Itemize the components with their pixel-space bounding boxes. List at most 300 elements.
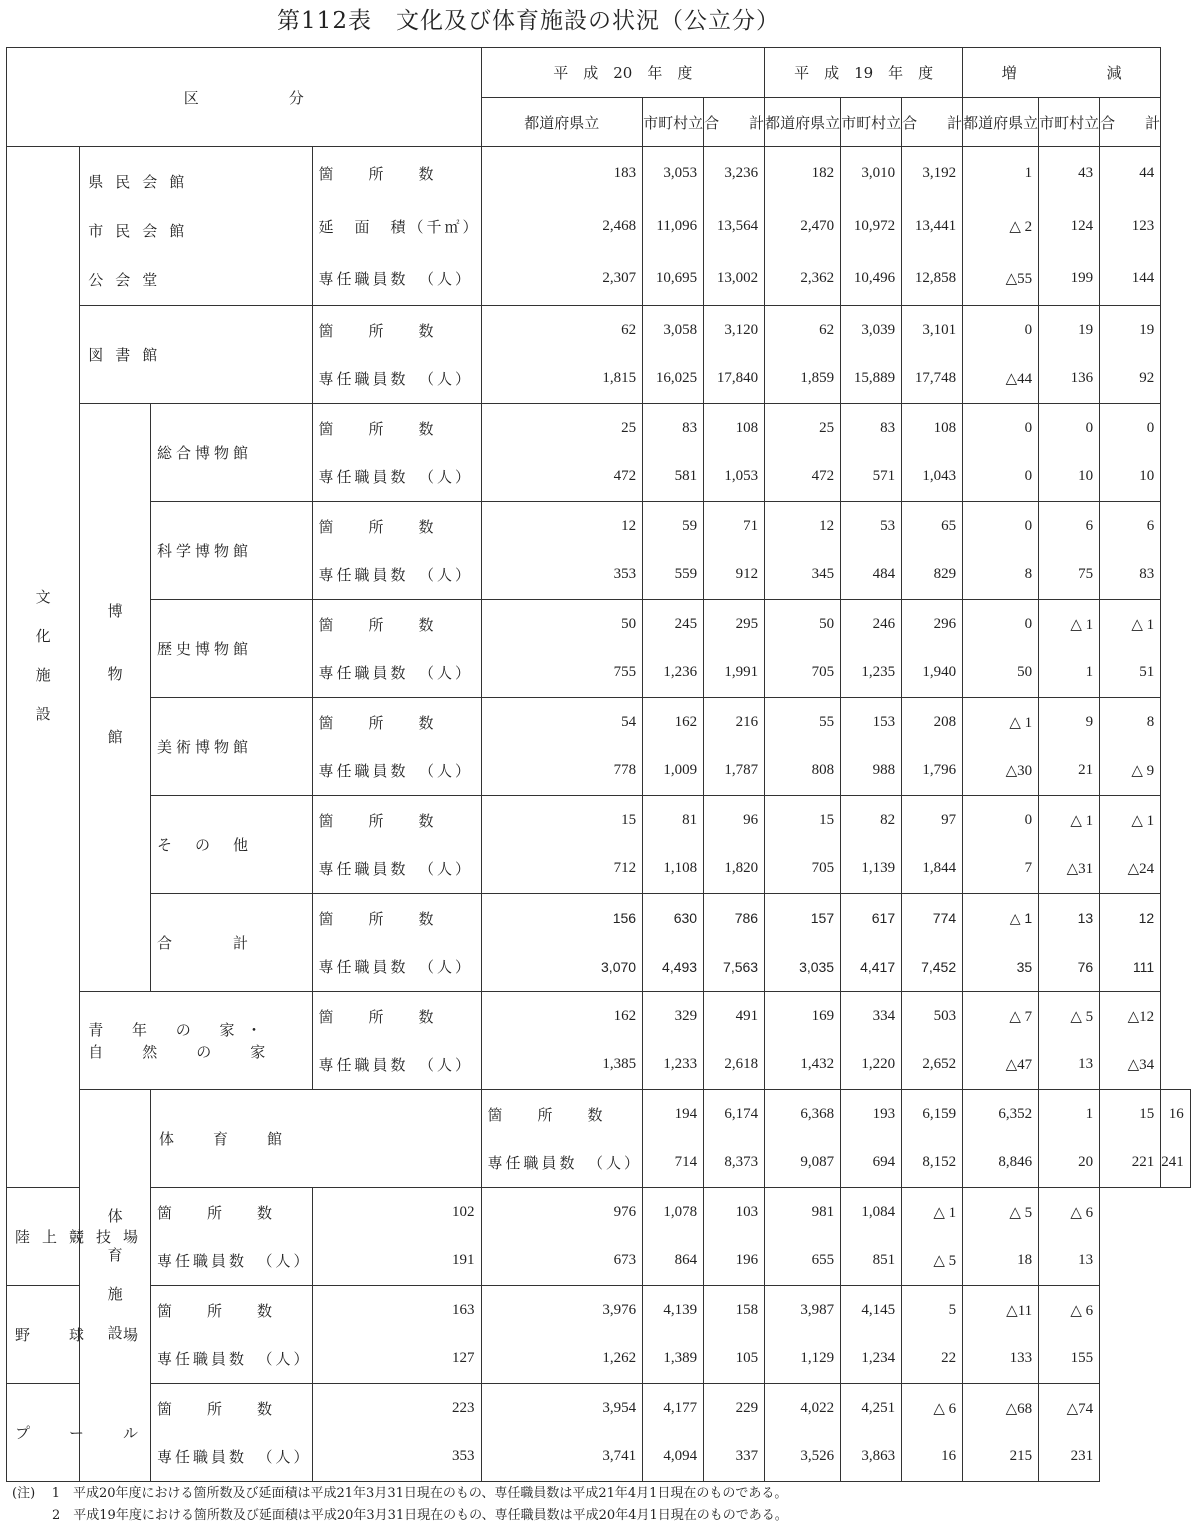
value-cell: 1,236 bbox=[643, 649, 704, 698]
value-cell: 75 bbox=[1039, 551, 1100, 600]
value-cell: 3,053 bbox=[643, 147, 704, 200]
value-cell: 65 bbox=[902, 502, 963, 551]
table-row bbox=[7, 404, 1191, 453]
value-cell: 111 bbox=[1100, 943, 1161, 992]
item-label: 箇 所 数 bbox=[312, 796, 481, 845]
value-cell: 3,039 bbox=[841, 306, 902, 355]
value-cell: 712 bbox=[481, 845, 643, 894]
table-row bbox=[7, 1237, 1191, 1286]
table-row bbox=[7, 1090, 1191, 1139]
diff-header: 増 減 bbox=[963, 48, 1161, 98]
value-cell: 3,058 bbox=[643, 306, 704, 355]
value-cell: 19 bbox=[1039, 306, 1100, 355]
value-cell: 246 bbox=[841, 600, 902, 649]
value-cell: 1,844 bbox=[902, 845, 963, 894]
item-label: 専任職員数 （人） bbox=[312, 1041, 481, 1090]
value-cell: 182 bbox=[765, 147, 841, 200]
value-cell: △12 bbox=[1100, 992, 1161, 1041]
value-cell: 81 bbox=[643, 796, 704, 845]
value-cell: 25 bbox=[481, 404, 643, 453]
value-cell: 105 bbox=[704, 1335, 765, 1384]
table-row bbox=[7, 306, 1191, 355]
value-cell: 559 bbox=[643, 551, 704, 600]
value-cell: 13 bbox=[1039, 1237, 1100, 1286]
value-cell: 0 bbox=[1100, 404, 1161, 453]
value-cell: 108 bbox=[704, 404, 765, 453]
item-label: 専任職員数 （人） bbox=[312, 943, 481, 992]
value-cell: △ 2 bbox=[963, 200, 1039, 253]
value-cell: 4,094 bbox=[643, 1433, 704, 1482]
value-cell: 484 bbox=[841, 551, 902, 600]
value-cell: 1,043 bbox=[902, 453, 963, 502]
value-cell: 774 bbox=[902, 894, 963, 943]
value-cell: △34 bbox=[1100, 1041, 1161, 1090]
value-cell: 55 bbox=[765, 698, 841, 747]
value-cell: 3,954 bbox=[481, 1384, 643, 1433]
muni-header: 市町村立 bbox=[1039, 98, 1100, 147]
category-label: そ の 他 bbox=[151, 796, 313, 894]
value-cell: 216 bbox=[704, 698, 765, 747]
value-cell: 1 bbox=[1039, 649, 1100, 698]
value-cell: 7,452 bbox=[902, 943, 963, 992]
value-cell: 295 bbox=[704, 600, 765, 649]
value-cell: 296 bbox=[902, 600, 963, 649]
value-cell: 2,652 bbox=[902, 1041, 963, 1090]
value-cell: 912 bbox=[704, 551, 765, 600]
value-cell: △ 5 bbox=[1039, 992, 1100, 1041]
item-label: 箇 所 数 bbox=[481, 1090, 643, 1139]
value-cell: 1,235 bbox=[841, 649, 902, 698]
value-cell: 133 bbox=[963, 1335, 1039, 1384]
value-cell: 472 bbox=[765, 453, 841, 502]
value-cell: △44 bbox=[963, 355, 1039, 404]
value-cell: 6,174 bbox=[704, 1090, 765, 1139]
category-label: 美術博物館 bbox=[151, 698, 313, 796]
value-cell: △31 bbox=[1039, 845, 1100, 894]
item-label: 専任職員数 （人） bbox=[151, 1433, 313, 1482]
value-cell: 208 bbox=[902, 698, 963, 747]
value-cell: 9 bbox=[1039, 698, 1100, 747]
value-cell: 981 bbox=[765, 1188, 841, 1237]
value-cell: 22 bbox=[902, 1335, 963, 1384]
value-cell: 3,987 bbox=[765, 1286, 841, 1335]
value-cell: 714 bbox=[643, 1139, 704, 1188]
value-cell: 103 bbox=[704, 1188, 765, 1237]
value-cell: △47 bbox=[963, 1041, 1039, 1090]
item-label: 箇 所 数 bbox=[312, 992, 481, 1041]
value-cell: 2,618 bbox=[704, 1041, 765, 1090]
value-cell: 1,385 bbox=[481, 1041, 643, 1090]
value-cell: 705 bbox=[765, 649, 841, 698]
value-cell: 1,432 bbox=[765, 1041, 841, 1090]
value-cell: △ 5 bbox=[902, 1237, 963, 1286]
value-cell: 3,976 bbox=[481, 1286, 643, 1335]
value-cell: 988 bbox=[841, 747, 902, 796]
value-cell: 4,145 bbox=[841, 1286, 902, 1335]
value-cell: △ 6 bbox=[1039, 1286, 1100, 1335]
value-cell: 617 bbox=[841, 894, 902, 943]
value-cell: 630 bbox=[643, 894, 704, 943]
value-cell: 851 bbox=[841, 1237, 902, 1286]
item-label: 箇 所 数 bbox=[151, 1384, 313, 1433]
value-cell: 8 bbox=[1100, 698, 1161, 747]
value-cell: 8,152 bbox=[902, 1139, 963, 1188]
value-cell: 83 bbox=[643, 404, 704, 453]
table-row bbox=[7, 1335, 1191, 1384]
value-cell: 15 bbox=[765, 796, 841, 845]
facilities-table bbox=[6, 47, 1191, 1482]
value-cell: 97 bbox=[902, 796, 963, 845]
value-cell: 334 bbox=[841, 992, 902, 1041]
item-label: 箇 所 数 bbox=[312, 404, 481, 453]
value-cell: 7,563 bbox=[704, 943, 765, 992]
value-cell: 1,220 bbox=[841, 1041, 902, 1090]
pref-header: 都道府県立 bbox=[481, 98, 643, 147]
value-cell: 13,002 bbox=[704, 253, 765, 306]
value-cell: 16 bbox=[1161, 1090, 1191, 1139]
value-cell: 6,368 bbox=[765, 1090, 841, 1139]
value-cell: △68 bbox=[963, 1384, 1039, 1433]
value-cell: 1,129 bbox=[765, 1335, 841, 1384]
value-cell: △ 9 bbox=[1100, 747, 1161, 796]
value-cell: 6 bbox=[1100, 502, 1161, 551]
value-cell: 162 bbox=[481, 992, 643, 1041]
value-cell: 1,859 bbox=[765, 355, 841, 404]
item-label: 専任職員数 （人） bbox=[481, 1139, 643, 1188]
value-cell: 83 bbox=[841, 404, 902, 453]
category-label: 総合博物館 bbox=[151, 404, 313, 502]
item-label: 箇 所 数 bbox=[151, 1286, 313, 1335]
value-cell: 11,096 bbox=[643, 200, 704, 253]
item-label: 専任職員数 （人） bbox=[312, 747, 481, 796]
table-row bbox=[7, 698, 1191, 747]
value-cell: 694 bbox=[841, 1139, 902, 1188]
value-cell: 17,840 bbox=[704, 355, 765, 404]
table-row bbox=[7, 894, 1191, 943]
value-cell: 1,053 bbox=[704, 453, 765, 502]
value-cell: 221 bbox=[1100, 1139, 1161, 1188]
item-label: 専任職員数 （人） bbox=[151, 1237, 313, 1286]
value-cell: 581 bbox=[643, 453, 704, 502]
value-cell: 778 bbox=[481, 747, 643, 796]
value-cell: 1,234 bbox=[841, 1335, 902, 1384]
value-cell: 1 bbox=[963, 147, 1039, 200]
value-cell: 705 bbox=[765, 845, 841, 894]
value-cell: 62 bbox=[481, 306, 643, 355]
value-cell: 1 bbox=[1039, 1090, 1100, 1139]
value-cell: 12 bbox=[1100, 894, 1161, 943]
value-cell: 4,139 bbox=[643, 1286, 704, 1335]
item-label: 専任職員数 （人） bbox=[151, 1335, 313, 1384]
value-cell: 6 bbox=[1039, 502, 1100, 551]
value-cell: △ 7 bbox=[963, 992, 1039, 1041]
value-cell: 83 bbox=[1100, 551, 1161, 600]
value-cell: 786 bbox=[704, 894, 765, 943]
value-cell: 15 bbox=[1100, 1090, 1161, 1139]
table-row bbox=[7, 1433, 1191, 1482]
value-cell: 0 bbox=[963, 306, 1039, 355]
value-cell: 7 bbox=[963, 845, 1039, 894]
category-label: 体 育 館 bbox=[151, 1090, 482, 1188]
value-cell: 144 bbox=[1100, 253, 1161, 306]
value-cell: 158 bbox=[704, 1286, 765, 1335]
value-cell: 2,307 bbox=[481, 253, 643, 306]
value-cell: 82 bbox=[841, 796, 902, 845]
value-cell: 8,373 bbox=[704, 1139, 765, 1188]
total-header: 合 計 bbox=[704, 98, 765, 147]
value-cell: 169 bbox=[765, 992, 841, 1041]
value-cell: 9,087 bbox=[765, 1139, 841, 1188]
value-cell: 71 bbox=[704, 502, 765, 551]
value-cell: 15 bbox=[481, 796, 643, 845]
table-row bbox=[7, 992, 1191, 1041]
value-cell: 1,009 bbox=[643, 747, 704, 796]
value-cell: 156 bbox=[481, 894, 643, 943]
total-header: 合 計 bbox=[902, 98, 963, 147]
value-cell: 16 bbox=[902, 1433, 963, 1482]
value-cell: 19 bbox=[1100, 306, 1161, 355]
value-cell: 1,262 bbox=[481, 1335, 643, 1384]
value-cell: 12,858 bbox=[902, 253, 963, 306]
value-cell: 1,108 bbox=[643, 845, 704, 894]
value-cell: 62 bbox=[765, 306, 841, 355]
category-label-line: 公会堂 bbox=[88, 271, 170, 289]
value-cell: 808 bbox=[765, 747, 841, 796]
value-cell: 1,389 bbox=[643, 1335, 704, 1384]
item-label: 箇 所 数 bbox=[151, 1188, 313, 1237]
value-cell: 8,846 bbox=[963, 1139, 1039, 1188]
notes bbox=[12, 1483, 788, 1527]
value-cell: 127 bbox=[312, 1335, 481, 1384]
value-cell: 15,889 bbox=[841, 355, 902, 404]
value-cell: 864 bbox=[643, 1237, 704, 1286]
value-cell: 13,564 bbox=[704, 200, 765, 253]
value-cell: 1,820 bbox=[704, 845, 765, 894]
value-cell: 10,496 bbox=[841, 253, 902, 306]
group-museum: 博物館 bbox=[80, 404, 151, 992]
value-cell: 229 bbox=[704, 1384, 765, 1433]
value-cell: 655 bbox=[765, 1237, 841, 1286]
value-cell: 92 bbox=[1100, 355, 1161, 404]
item-label: 箇 所 数 bbox=[312, 306, 481, 355]
category-label bbox=[80, 147, 312, 306]
value-cell: 755 bbox=[481, 649, 643, 698]
value-cell: 329 bbox=[643, 992, 704, 1041]
value-cell: 108 bbox=[902, 404, 963, 453]
category-label: 科学博物館 bbox=[151, 502, 313, 600]
value-cell: △ 1 bbox=[1100, 600, 1161, 649]
value-cell: 12 bbox=[765, 502, 841, 551]
value-cell: 571 bbox=[841, 453, 902, 502]
total-header: 合 計 bbox=[1100, 98, 1161, 147]
table-row bbox=[7, 147, 1191, 200]
year20-header: 平 成 20 年 度 bbox=[481, 48, 765, 98]
category-label-line: 青 年 の 家・ bbox=[88, 1020, 274, 1039]
item-label: 専任職員数 （人） bbox=[312, 453, 481, 502]
value-cell: 124 bbox=[1039, 200, 1100, 253]
category-label-line: 自 然 の 家 bbox=[88, 1042, 278, 1061]
item-label: 箇 所 数 bbox=[312, 502, 481, 551]
value-cell: △ 1 bbox=[963, 894, 1039, 943]
value-cell: 223 bbox=[312, 1384, 481, 1433]
category-label: 歴史博物館 bbox=[151, 600, 313, 698]
category-label: 野 球 場 bbox=[7, 1286, 151, 1384]
value-cell: 472 bbox=[481, 453, 643, 502]
value-cell: 43 bbox=[1039, 147, 1100, 200]
value-cell: 829 bbox=[902, 551, 963, 600]
value-cell: 50 bbox=[481, 600, 643, 649]
category-label bbox=[80, 992, 312, 1090]
value-cell: 18 bbox=[963, 1237, 1039, 1286]
value-cell: 976 bbox=[481, 1188, 643, 1237]
value-cell: △ 6 bbox=[902, 1384, 963, 1433]
value-cell: 0 bbox=[963, 404, 1039, 453]
value-cell: 4,177 bbox=[643, 1384, 704, 1433]
value-cell: 231 bbox=[1039, 1433, 1100, 1482]
value-cell: 3,192 bbox=[902, 147, 963, 200]
value-cell: 194 bbox=[643, 1090, 704, 1139]
value-cell: 53 bbox=[841, 502, 902, 551]
value-cell: 4,417 bbox=[841, 943, 902, 992]
muni-header: 市町村立 bbox=[643, 98, 704, 147]
value-cell: 4,251 bbox=[841, 1384, 902, 1433]
value-cell: 54 bbox=[481, 698, 643, 747]
pref-header: 都道府県立 bbox=[963, 98, 1039, 147]
value-cell: 123 bbox=[1100, 200, 1161, 253]
value-cell: 10 bbox=[1039, 453, 1100, 502]
value-cell: 4,493 bbox=[643, 943, 704, 992]
value-cell: 3,010 bbox=[841, 147, 902, 200]
value-cell: 241 bbox=[1161, 1139, 1191, 1188]
value-cell: 191 bbox=[312, 1237, 481, 1286]
pref-header: 都道府県立 bbox=[765, 98, 841, 147]
value-cell: 196 bbox=[704, 1237, 765, 1286]
year19-header: 平 成 19 年 度 bbox=[765, 48, 963, 98]
value-cell: △ 1 bbox=[902, 1188, 963, 1237]
value-cell: 0 bbox=[963, 796, 1039, 845]
table-row bbox=[7, 796, 1191, 845]
value-cell: 337 bbox=[704, 1433, 765, 1482]
value-cell: 44 bbox=[1100, 147, 1161, 200]
value-cell: 5 bbox=[902, 1286, 963, 1335]
value-cell: 0 bbox=[963, 453, 1039, 502]
value-cell: 183 bbox=[481, 147, 643, 200]
value-cell: 162 bbox=[643, 698, 704, 747]
value-cell: 12 bbox=[481, 502, 643, 551]
value-cell: 6,352 bbox=[963, 1090, 1039, 1139]
category-label-line: 市民会館 bbox=[88, 222, 197, 240]
item-label: 延 面 積（千㎡） bbox=[312, 200, 481, 253]
table-row bbox=[7, 1188, 1191, 1237]
category-label: 陸上競技場 bbox=[7, 1188, 151, 1286]
value-cell: 0 bbox=[1039, 404, 1100, 453]
group-sports: 体育施設 bbox=[80, 1090, 151, 1482]
value-cell: △30 bbox=[963, 747, 1039, 796]
value-cell: 6,159 bbox=[902, 1090, 963, 1139]
value-cell: 1,940 bbox=[902, 649, 963, 698]
value-cell: 1,787 bbox=[704, 747, 765, 796]
value-cell: 245 bbox=[643, 600, 704, 649]
item-label: 箇 所 数 bbox=[312, 894, 481, 943]
notes-label: (注) bbox=[12, 1486, 36, 1501]
value-cell: 353 bbox=[481, 551, 643, 600]
value-cell: 1,233 bbox=[643, 1041, 704, 1090]
value-cell: 3,526 bbox=[765, 1433, 841, 1482]
item-label: 箇 所 数 bbox=[312, 698, 481, 747]
item-label: 箇 所 数 bbox=[312, 600, 481, 649]
table-row bbox=[7, 502, 1191, 551]
value-cell: 155 bbox=[1039, 1335, 1100, 1384]
category-label-line: 県民会館 bbox=[88, 173, 197, 191]
value-cell: 1,084 bbox=[841, 1188, 902, 1237]
value-cell: 215 bbox=[963, 1433, 1039, 1482]
value-cell: 50 bbox=[963, 649, 1039, 698]
value-cell: 3,101 bbox=[902, 306, 963, 355]
value-cell: 1,796 bbox=[902, 747, 963, 796]
item-label: 専任職員数 （人） bbox=[312, 355, 481, 404]
value-cell: 20 bbox=[1039, 1139, 1100, 1188]
kubun-header: 区 分 bbox=[7, 48, 482, 147]
value-cell: 8 bbox=[963, 551, 1039, 600]
value-cell: 2,470 bbox=[765, 200, 841, 253]
value-cell: △74 bbox=[1039, 1384, 1100, 1433]
value-cell: 25 bbox=[765, 404, 841, 453]
value-cell: 3,120 bbox=[704, 306, 765, 355]
value-cell: 50 bbox=[765, 600, 841, 649]
item-label: 専任職員数 （人） bbox=[312, 649, 481, 698]
value-cell: 345 bbox=[765, 551, 841, 600]
value-cell: △11 bbox=[963, 1286, 1039, 1335]
value-cell: 102 bbox=[312, 1188, 481, 1237]
value-cell: 153 bbox=[841, 698, 902, 747]
value-cell: 51 bbox=[1100, 649, 1161, 698]
value-cell: △ 6 bbox=[1039, 1188, 1100, 1237]
value-cell: 21 bbox=[1039, 747, 1100, 796]
value-cell: 1,139 bbox=[841, 845, 902, 894]
value-cell: 4,022 bbox=[765, 1384, 841, 1433]
value-cell: 96 bbox=[704, 796, 765, 845]
note-2: 2 平成19年度における箇所数及び延面積は平成20年3月31日現在のもの、専任職員数は平成20年4月1日現在のものである。 bbox=[52, 1508, 788, 1523]
value-cell: 3,863 bbox=[841, 1433, 902, 1482]
value-cell: 0 bbox=[963, 600, 1039, 649]
value-cell: 3,035 bbox=[765, 943, 841, 992]
value-cell: △ 1 bbox=[1039, 600, 1100, 649]
value-cell: 13,441 bbox=[902, 200, 963, 253]
group-culture: 文化施設 bbox=[7, 147, 80, 1188]
value-cell: 76 bbox=[1039, 943, 1100, 992]
value-cell: 491 bbox=[704, 992, 765, 1041]
category-label: 図書館 bbox=[80, 306, 312, 404]
value-cell: 3,236 bbox=[704, 147, 765, 200]
muni-header: 市町村立 bbox=[841, 98, 902, 147]
value-cell: 13 bbox=[1039, 894, 1100, 943]
value-cell: △ 5 bbox=[963, 1188, 1039, 1237]
category-label: プ ー ル bbox=[7, 1384, 151, 1482]
value-cell: 10,972 bbox=[841, 200, 902, 253]
table-row bbox=[7, 1286, 1191, 1335]
value-cell: 17,748 bbox=[902, 355, 963, 404]
value-cell: 59 bbox=[643, 502, 704, 551]
value-cell: △24 bbox=[1100, 845, 1161, 894]
value-cell: 157 bbox=[765, 894, 841, 943]
value-cell: 1,815 bbox=[481, 355, 643, 404]
table-title: 第112表 文化及び体育施設の状況（公立分） bbox=[277, 8, 780, 34]
note-1: 1 平成20年度における箇所数及び延面積は平成21年3月31日現在のもの、専任職員数は平成21年4月1日現在のものである。 bbox=[51, 1486, 788, 1501]
value-cell: 1,078 bbox=[643, 1188, 704, 1237]
value-cell: 2,362 bbox=[765, 253, 841, 306]
value-cell: 10 bbox=[1100, 453, 1161, 502]
value-cell: 673 bbox=[481, 1237, 643, 1286]
